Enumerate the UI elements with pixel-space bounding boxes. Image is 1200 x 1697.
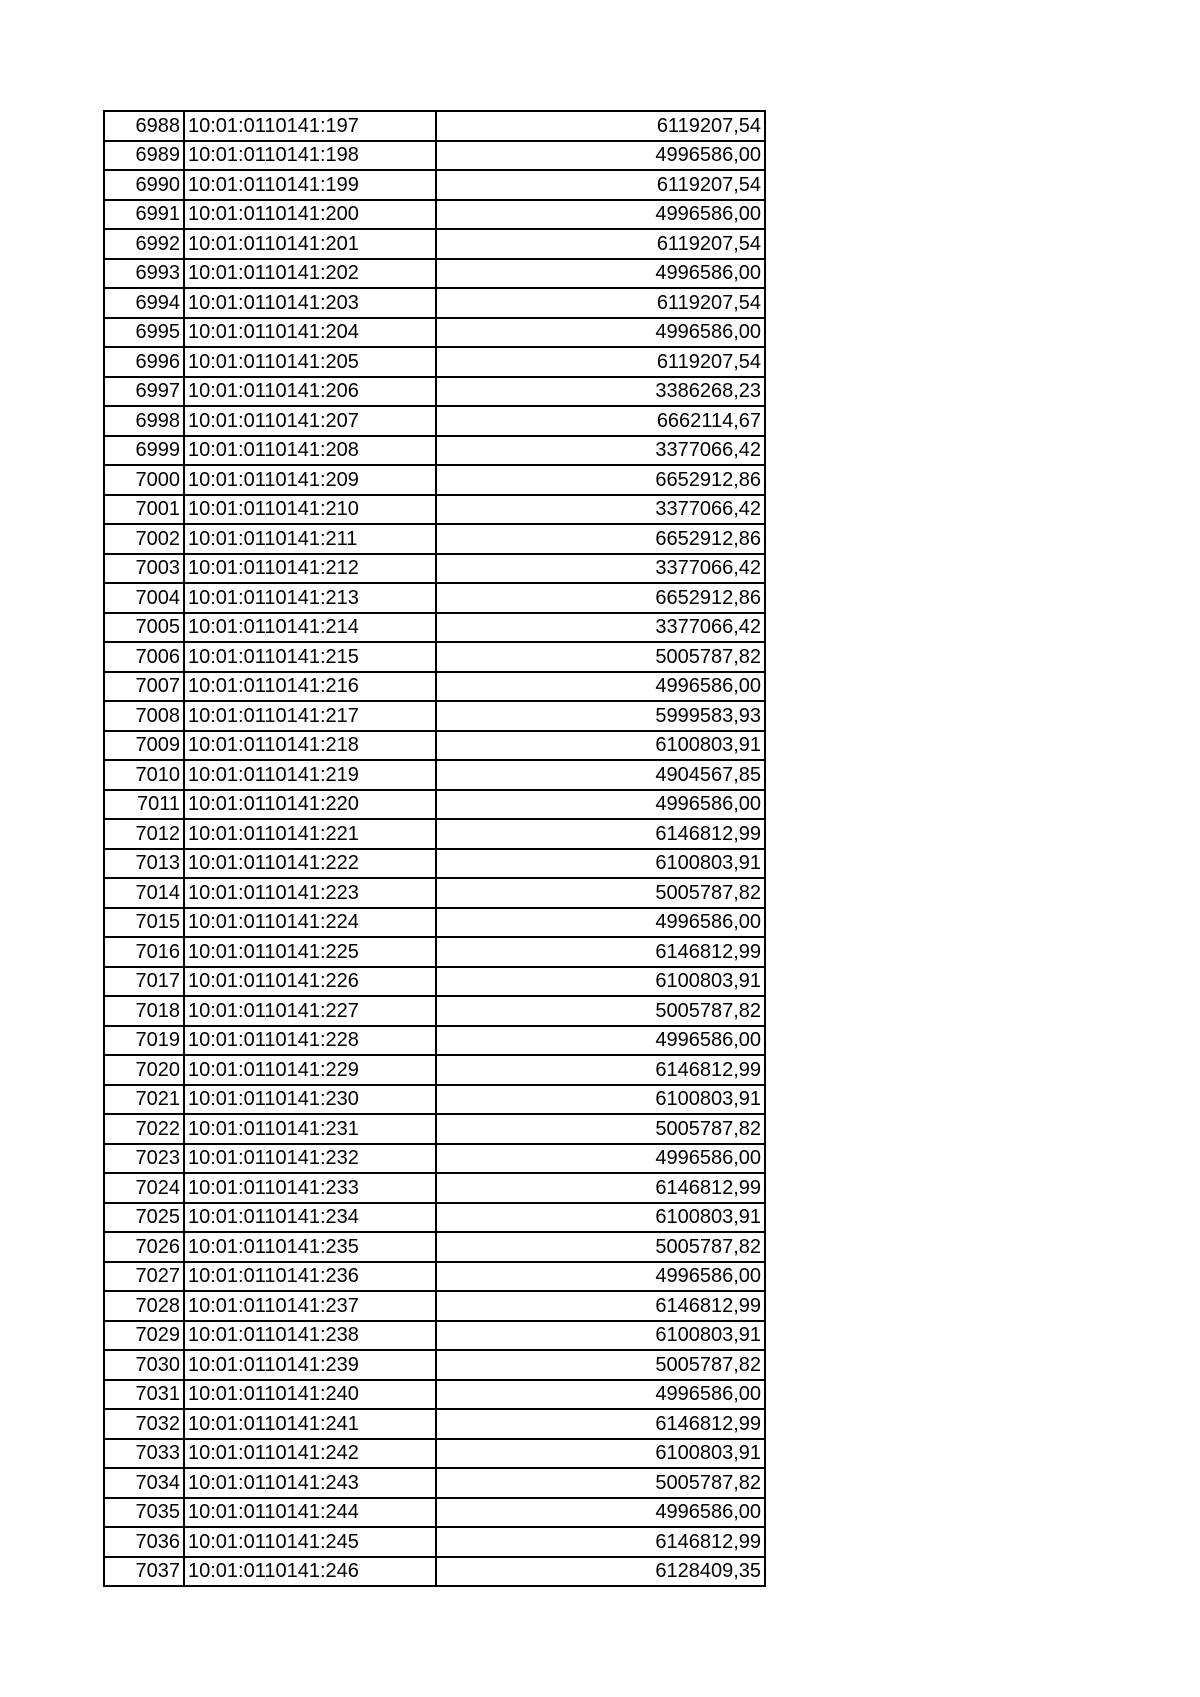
table-row bbox=[104, 554, 765, 584]
cadastral-number-cell: 10:01:0110141:219 bbox=[184, 760, 436, 790]
cadastral-number-cell: 10:01:0110141:239 bbox=[184, 1350, 436, 1380]
table-row bbox=[104, 288, 765, 318]
table-row bbox=[104, 790, 765, 820]
cadastral-number-cell: 10:01:0110141:220 bbox=[184, 790, 436, 820]
table-row bbox=[104, 1203, 765, 1233]
row-number-cell: 6997 bbox=[104, 377, 184, 407]
cadastral-number-cell: 10:01:0110141:233 bbox=[184, 1173, 436, 1203]
value-cell: 6100803,91 bbox=[436, 1203, 765, 1233]
table-row bbox=[104, 1114, 765, 1144]
row-number-cell: 7007 bbox=[104, 672, 184, 702]
value-cell: 6652912,86 bbox=[436, 465, 765, 495]
cadastral-number-cell: 10:01:0110141:216 bbox=[184, 672, 436, 702]
row-number-cell: 7000 bbox=[104, 465, 184, 495]
row-number-cell: 7013 bbox=[104, 849, 184, 879]
table-row bbox=[104, 731, 765, 761]
value-cell: 4996586,00 bbox=[436, 200, 765, 230]
cadastral-number-cell: 10:01:0110141:222 bbox=[184, 849, 436, 879]
table-row bbox=[104, 1409, 765, 1439]
table-row bbox=[104, 819, 765, 849]
row-number-cell: 6990 bbox=[104, 170, 184, 200]
table-row bbox=[104, 908, 765, 938]
table-row bbox=[104, 1350, 765, 1380]
cadastral-number-cell: 10:01:0110141:234 bbox=[184, 1203, 436, 1233]
value-cell: 6119207,54 bbox=[436, 347, 765, 377]
row-number-cell: 6994 bbox=[104, 288, 184, 318]
row-number-cell: 7012 bbox=[104, 819, 184, 849]
value-cell: 6146812,99 bbox=[436, 937, 765, 967]
row-number-cell: 6999 bbox=[104, 436, 184, 466]
cadastral-number-cell: 10:01:0110141:198 bbox=[184, 141, 436, 171]
value-cell: 6119207,54 bbox=[436, 288, 765, 318]
cadastral-number-cell: 10:01:0110141:243 bbox=[184, 1468, 436, 1498]
table-row bbox=[104, 1498, 765, 1528]
row-number-cell: 7004 bbox=[104, 583, 184, 613]
row-number-cell: 7003 bbox=[104, 554, 184, 584]
cadastral-number-cell: 10:01:0110141:202 bbox=[184, 259, 436, 289]
table-row bbox=[104, 937, 765, 967]
cadastral-number-cell: 10:01:0110141:246 bbox=[184, 1557, 436, 1587]
table-row bbox=[104, 996, 765, 1026]
value-cell: 6100803,91 bbox=[436, 849, 765, 879]
value-cell: 4996586,00 bbox=[436, 141, 765, 171]
table-row bbox=[104, 111, 765, 141]
value-cell: 6652912,86 bbox=[436, 583, 765, 613]
row-number-cell: 7006 bbox=[104, 642, 184, 672]
row-number-cell: 7028 bbox=[104, 1291, 184, 1321]
table-row bbox=[104, 583, 765, 613]
cadastral-number-cell: 10:01:0110141:241 bbox=[184, 1409, 436, 1439]
row-number-cell: 7017 bbox=[104, 967, 184, 997]
value-cell: 5005787,82 bbox=[436, 1114, 765, 1144]
data-table bbox=[103, 110, 766, 1587]
value-cell: 5005787,82 bbox=[436, 1468, 765, 1498]
value-cell: 4996586,00 bbox=[436, 908, 765, 938]
cadastral-number-cell: 10:01:0110141:200 bbox=[184, 200, 436, 230]
value-cell: 4996586,00 bbox=[436, 1026, 765, 1056]
cadastral-number-cell: 10:01:0110141:238 bbox=[184, 1321, 436, 1351]
table-row bbox=[104, 347, 765, 377]
table-row bbox=[104, 1557, 765, 1587]
value-cell: 5999583,93 bbox=[436, 701, 765, 731]
value-cell: 6100803,91 bbox=[436, 731, 765, 761]
cadastral-number-cell: 10:01:0110141:204 bbox=[184, 318, 436, 348]
table-row bbox=[104, 1055, 765, 1085]
cadastral-number-cell: 10:01:0110141:224 bbox=[184, 908, 436, 938]
value-cell: 4904567,85 bbox=[436, 760, 765, 790]
row-number-cell: 7008 bbox=[104, 701, 184, 731]
cadastral-number-cell: 10:01:0110141:242 bbox=[184, 1439, 436, 1469]
table-row bbox=[104, 701, 765, 731]
value-cell: 6100803,91 bbox=[436, 1085, 765, 1115]
value-cell: 3386268,23 bbox=[436, 377, 765, 407]
value-cell: 5005787,82 bbox=[436, 878, 765, 908]
row-number-cell: 7021 bbox=[104, 1085, 184, 1115]
table-row bbox=[104, 318, 765, 348]
value-cell: 6100803,91 bbox=[436, 967, 765, 997]
row-number-cell: 7019 bbox=[104, 1026, 184, 1056]
cadastral-number-cell: 10:01:0110141:237 bbox=[184, 1291, 436, 1321]
row-number-cell: 7035 bbox=[104, 1498, 184, 1528]
cadastral-number-cell: 10:01:0110141:244 bbox=[184, 1498, 436, 1528]
row-number-cell: 6998 bbox=[104, 406, 184, 436]
table-row bbox=[104, 1291, 765, 1321]
table-row bbox=[104, 1232, 765, 1262]
row-number-cell: 6992 bbox=[104, 229, 184, 259]
row-number-cell: 7014 bbox=[104, 878, 184, 908]
table-row bbox=[104, 465, 765, 495]
row-number-cell: 7025 bbox=[104, 1203, 184, 1233]
table-row bbox=[104, 613, 765, 643]
table-row bbox=[104, 259, 765, 289]
row-number-cell: 7001 bbox=[104, 495, 184, 525]
cadastral-number-cell: 10:01:0110141:229 bbox=[184, 1055, 436, 1085]
row-number-cell: 6993 bbox=[104, 259, 184, 289]
value-cell: 3377066,42 bbox=[436, 613, 765, 643]
row-number-cell: 7031 bbox=[104, 1380, 184, 1410]
value-cell: 5005787,82 bbox=[436, 1232, 765, 1262]
row-number-cell: 7027 bbox=[104, 1262, 184, 1292]
cadastral-number-cell: 10:01:0110141:208 bbox=[184, 436, 436, 466]
cadastral-number-cell: 10:01:0110141:232 bbox=[184, 1144, 436, 1174]
row-number-cell: 7034 bbox=[104, 1468, 184, 1498]
cadastral-number-cell: 10:01:0110141:217 bbox=[184, 701, 436, 731]
value-cell: 5005787,82 bbox=[436, 996, 765, 1026]
cadastral-number-cell: 10:01:0110141:228 bbox=[184, 1026, 436, 1056]
value-cell: 6128409,35 bbox=[436, 1557, 765, 1587]
row-number-cell: 6995 bbox=[104, 318, 184, 348]
value-cell: 4996586,00 bbox=[436, 672, 765, 702]
row-number-cell: 7037 bbox=[104, 1557, 184, 1587]
table-row bbox=[104, 1468, 765, 1498]
row-number-cell: 7010 bbox=[104, 760, 184, 790]
row-number-cell: 7016 bbox=[104, 937, 184, 967]
table-row bbox=[104, 377, 765, 407]
row-number-cell: 7023 bbox=[104, 1144, 184, 1174]
cadastral-number-cell: 10:01:0110141:231 bbox=[184, 1114, 436, 1144]
cadastral-number-cell: 10:01:0110141:212 bbox=[184, 554, 436, 584]
row-number-cell: 6996 bbox=[104, 347, 184, 377]
row-number-cell: 7009 bbox=[104, 731, 184, 761]
table-row bbox=[104, 967, 765, 997]
table-row bbox=[104, 760, 765, 790]
table-row bbox=[104, 672, 765, 702]
table-row bbox=[104, 1527, 765, 1557]
row-number-cell: 6989 bbox=[104, 141, 184, 171]
table-row bbox=[104, 1439, 765, 1469]
cadastral-number-cell: 10:01:0110141:245 bbox=[184, 1527, 436, 1557]
table-row bbox=[104, 1144, 765, 1174]
table-row bbox=[104, 1085, 765, 1115]
cadastral-number-cell: 10:01:0110141:215 bbox=[184, 642, 436, 672]
row-number-cell: 7030 bbox=[104, 1350, 184, 1380]
cadastral-number-cell: 10:01:0110141:203 bbox=[184, 288, 436, 318]
cadastral-number-cell: 10:01:0110141:201 bbox=[184, 229, 436, 259]
value-cell: 3377066,42 bbox=[436, 436, 765, 466]
table-row bbox=[104, 229, 765, 259]
value-cell: 3377066,42 bbox=[436, 495, 765, 525]
value-cell: 4996586,00 bbox=[436, 790, 765, 820]
row-number-cell: 6991 bbox=[104, 200, 184, 230]
table-row bbox=[104, 495, 765, 525]
cadastral-number-cell: 10:01:0110141:240 bbox=[184, 1380, 436, 1410]
table-row bbox=[104, 1173, 765, 1203]
cadastral-number-cell: 10:01:0110141:221 bbox=[184, 819, 436, 849]
value-cell: 6662114,67 bbox=[436, 406, 765, 436]
value-cell: 6146812,99 bbox=[436, 1291, 765, 1321]
cadastral-number-cell: 10:01:0110141:223 bbox=[184, 878, 436, 908]
row-number-cell: 7032 bbox=[104, 1409, 184, 1439]
row-number-cell: 7024 bbox=[104, 1173, 184, 1203]
row-number-cell: 7022 bbox=[104, 1114, 184, 1144]
value-cell: 6146812,99 bbox=[436, 819, 765, 849]
cadastral-number-cell: 10:01:0110141:199 bbox=[184, 170, 436, 200]
cadastral-number-cell: 10:01:0110141:214 bbox=[184, 613, 436, 643]
table-row bbox=[104, 1262, 765, 1292]
row-number-cell: 7036 bbox=[104, 1527, 184, 1557]
value-cell: 4996586,00 bbox=[436, 1262, 765, 1292]
table-row bbox=[104, 878, 765, 908]
value-cell: 6146812,99 bbox=[436, 1055, 765, 1085]
cadastral-number-cell: 10:01:0110141:209 bbox=[184, 465, 436, 495]
value-cell: 6119207,54 bbox=[436, 111, 765, 141]
row-number-cell: 7029 bbox=[104, 1321, 184, 1351]
cadastral-number-cell: 10:01:0110141:213 bbox=[184, 583, 436, 613]
value-cell: 5005787,82 bbox=[436, 1350, 765, 1380]
value-cell: 4996586,00 bbox=[436, 1380, 765, 1410]
cadastral-number-cell: 10:01:0110141:207 bbox=[184, 406, 436, 436]
cadastral-number-cell: 10:01:0110141:227 bbox=[184, 996, 436, 1026]
cadastral-number-cell: 10:01:0110141:197 bbox=[184, 111, 436, 141]
value-cell: 4996586,00 bbox=[436, 1498, 765, 1528]
cadastral-number-cell: 10:01:0110141:210 bbox=[184, 495, 436, 525]
value-cell: 4996586,00 bbox=[436, 318, 765, 348]
table-row bbox=[104, 200, 765, 230]
row-number-cell: 7020 bbox=[104, 1055, 184, 1085]
table-row bbox=[104, 141, 765, 171]
table-body bbox=[104, 111, 765, 1586]
value-cell: 3377066,42 bbox=[436, 554, 765, 584]
table-row bbox=[104, 1380, 765, 1410]
table-row bbox=[104, 524, 765, 554]
row-number-cell: 7026 bbox=[104, 1232, 184, 1262]
cadastral-number-cell: 10:01:0110141:225 bbox=[184, 937, 436, 967]
row-number-cell: 7018 bbox=[104, 996, 184, 1026]
row-number-cell: 7011 bbox=[104, 790, 184, 820]
cadastral-number-cell: 10:01:0110141:235 bbox=[184, 1232, 436, 1262]
value-cell: 6100803,91 bbox=[436, 1439, 765, 1469]
cadastral-number-cell: 10:01:0110141:205 bbox=[184, 347, 436, 377]
value-cell: 5005787,82 bbox=[436, 642, 765, 672]
value-cell: 6146812,99 bbox=[436, 1409, 765, 1439]
table-row bbox=[104, 849, 765, 879]
value-cell: 4996586,00 bbox=[436, 1144, 765, 1174]
table-row bbox=[104, 170, 765, 200]
cadastral-number-cell: 10:01:0110141:226 bbox=[184, 967, 436, 997]
value-cell: 6119207,54 bbox=[436, 229, 765, 259]
cadastral-number-cell: 10:01:0110141:230 bbox=[184, 1085, 436, 1115]
cadastral-number-cell: 10:01:0110141:206 bbox=[184, 377, 436, 407]
table-row bbox=[104, 436, 765, 466]
row-number-cell: 6988 bbox=[104, 111, 184, 141]
table-row bbox=[104, 406, 765, 436]
value-cell: 6652912,86 bbox=[436, 524, 765, 554]
cadastral-number-cell: 10:01:0110141:218 bbox=[184, 731, 436, 761]
row-number-cell: 7033 bbox=[104, 1439, 184, 1469]
value-cell: 6119207,54 bbox=[436, 170, 765, 200]
table-row bbox=[104, 1321, 765, 1351]
row-number-cell: 7005 bbox=[104, 613, 184, 643]
cadastral-number-cell: 10:01:0110141:211 bbox=[184, 524, 436, 554]
value-cell: 4996586,00 bbox=[436, 259, 765, 289]
value-cell: 6146812,99 bbox=[436, 1173, 765, 1203]
row-number-cell: 7015 bbox=[104, 908, 184, 938]
table-row bbox=[104, 642, 765, 672]
value-cell: 6100803,91 bbox=[436, 1321, 765, 1351]
row-number-cell: 7002 bbox=[104, 524, 184, 554]
value-cell: 6146812,99 bbox=[436, 1527, 765, 1557]
cadastral-number-cell: 10:01:0110141:236 bbox=[184, 1262, 436, 1292]
table-row bbox=[104, 1026, 765, 1056]
